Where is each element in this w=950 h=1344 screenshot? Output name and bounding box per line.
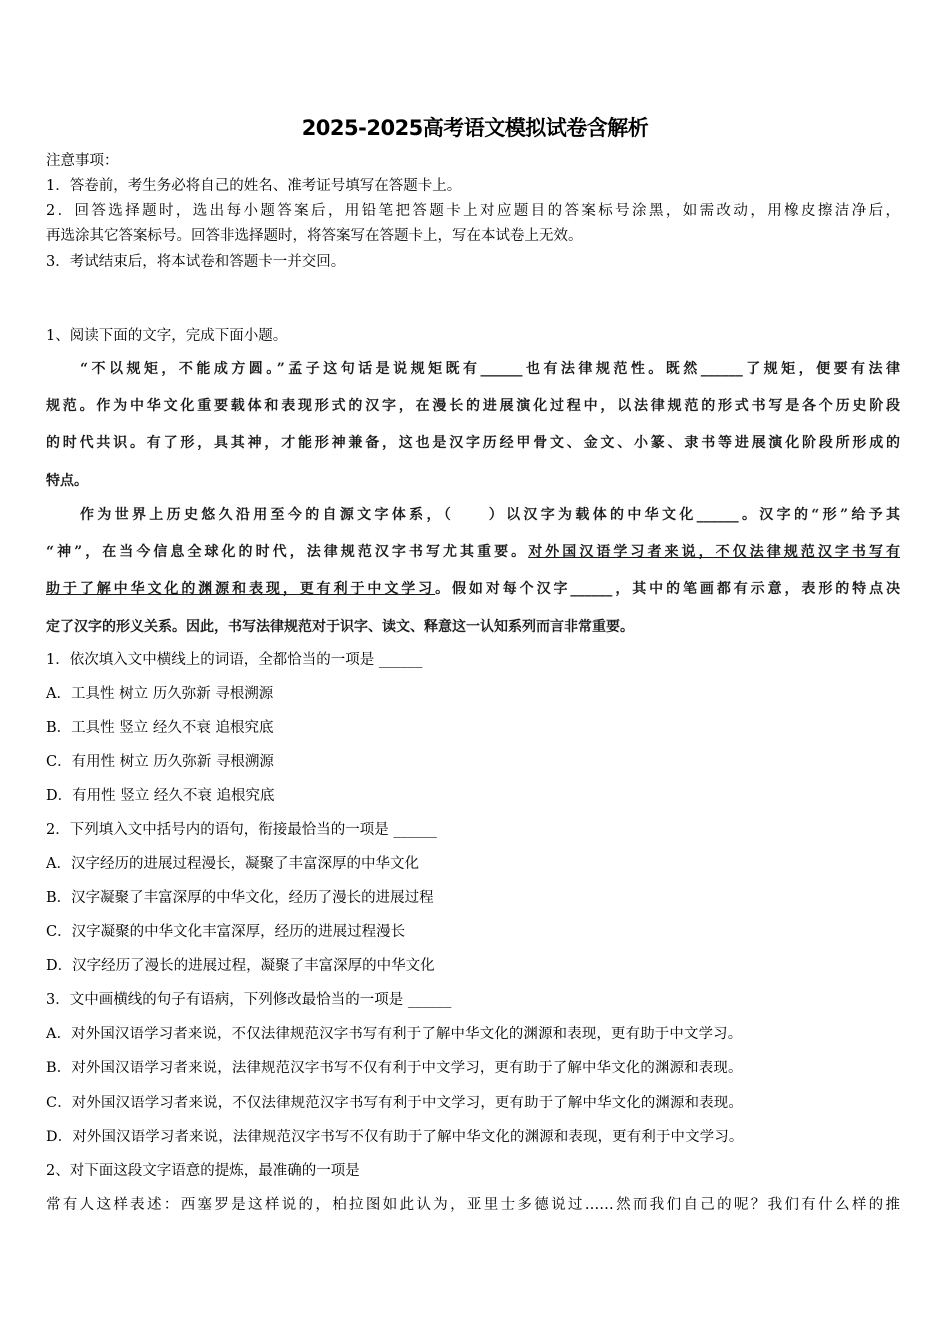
q2-option-d: D．汉字经历了漫长的进展过程，凝聚了丰富深厚的中华文化	[46, 958, 435, 974]
notice-item-1: 1．答卷前，考生务必将自己的姓名、准考证号填写在答题卡上。	[46, 178, 462, 194]
q2-stem: 2．下列填入文中括号内的语句，衔接最恰当的一项是 ______	[46, 822, 437, 838]
q3-option-c: C．对外国汉语学习者来说，不仅法律规范汉字书写有利于中文学习，更有助于了解中华文化的渊源和表现。	[46, 1095, 743, 1111]
passage-p1-line4: 特点。	[46, 473, 88, 489]
passage-p1-line2: 规范。作为中华文化重要载体和表现形式的汉字，在漫长的进展演化过程中，以法律规范的形式书写是各个历史阶段	[46, 398, 900, 414]
q1-stem: 1．依次填入文中横线上的词语，全都恰当的一项是 ______	[46, 652, 423, 668]
q3-option-d: D．对外国汉语学习者来说，法律规范汉字书写不仅有助于了解中华文化的渊源和表现，更有利于中文学习。	[46, 1129, 744, 1145]
notice-item-2-cont: 再选涂其它答案标号。回答非选择题时，将答案写在答题卡上，写在本试卷上无效。	[46, 228, 583, 244]
q1-option-a: A．工具性 树立 历久弥新 寻根溯源	[46, 686, 274, 702]
passage-p2-line3-text: 。假如对每个汉字______，其中的笔画都有示意，表形的特点决	[435, 581, 901, 597]
passage-p2-line2	[46, 543, 900, 561]
page-title: 2025-2025高考语文模拟试卷含解析	[301, 116, 649, 140]
notice-item-3: 3．考试结束后，将本试卷和答题卡一并交回。	[46, 254, 346, 270]
notice-item-2: 2．回答选择题时，选出每小题答案后，用铅笔把答题卡上对应题目的答案标号涂黑，如需改动，用橡皮擦洁净后，	[46, 203, 900, 219]
passage-p1-line3: 的时代共识。有了形，具其神，才能形神兼备，这也是汉字历经甲骨文、金文、小篆、隶书等进展演化阶段所形成的	[46, 435, 900, 451]
q2-option-a: A．汉字经历的进展过程漫长，凝聚了丰富深厚的中华文化	[46, 856, 419, 872]
underlined-sentence-part2: 助于了解中华文化的渊源和表现，更有利于中文学习	[46, 581, 436, 597]
q1-option-c: C．有用性 树立 历久弥新 寻根溯源	[46, 754, 274, 770]
q2-option-c: C．汉字凝聚的中华文化丰富深厚，经历的进展过程漫长	[46, 924, 406, 940]
passage-p1-line1: “不以规矩，不能成方圆。”孟子这句话是说规矩既有______也有法律规范性。既然______了规矩，便要有法律	[80, 361, 900, 377]
section2-line1: 常有人这样表述：西塞罗是这样说的，柏拉图如此认为，亚里士多德说过……然而我们自己的呢？我们有什么样的推	[46, 1197, 900, 1213]
passage-p2-line3	[46, 580, 900, 598]
q1-option-d: D．有用性 竖立 经久不衰 追根究底	[46, 788, 275, 804]
section1-heading: 1、阅读下面的文字，完成下面小题。	[46, 328, 288, 344]
q3-option-a: A．对外国汉语学习者来说，不仅法律规范汉字书写有利于了解中华文化的渊源和表现，更有助于中文学习。	[46, 1026, 743, 1042]
underlined-sentence-part1: 对外国汉语学习者来说，不仅法律规范汉字书写有	[528, 544, 900, 560]
passage-p2-line1: 作为世界上历史悠久沿用至今的自源文字体系，（ ）以汉字为载体的中华文化______。汉字的“形”给予其	[80, 507, 900, 523]
q3-stem: 3．文中画横线的句子有语病，下列修改最恰当的一项是 ______	[46, 992, 452, 1008]
q3-option-b: B．对外国汉语学习者来说，法律规范汉字书写不仅有利于中文学习，更有助于了解中华文化的渊源和表现。	[46, 1060, 743, 1076]
notice-heading: 注意事项：	[46, 153, 119, 169]
q2-option-b: B．汉字凝聚了丰富深厚的中华文化，经历了漫长的进展过程	[46, 890, 434, 906]
section2-heading: 2、对下面这段文字语意的提炼，最准确的一项是	[46, 1163, 360, 1179]
passage-p2-line2-text: “神”，在当今信息全球化的时代，法律规范汉字书写尤其重要。	[46, 544, 529, 560]
q1-option-b: B．工具性 竖立 经久不衰 追根究底	[46, 720, 274, 736]
passage-p2-line4: 定了汉字的形义关系。因此，书写法律规范对于识字、读文、释意这一认知系列而言非常重要。	[46, 619, 634, 635]
